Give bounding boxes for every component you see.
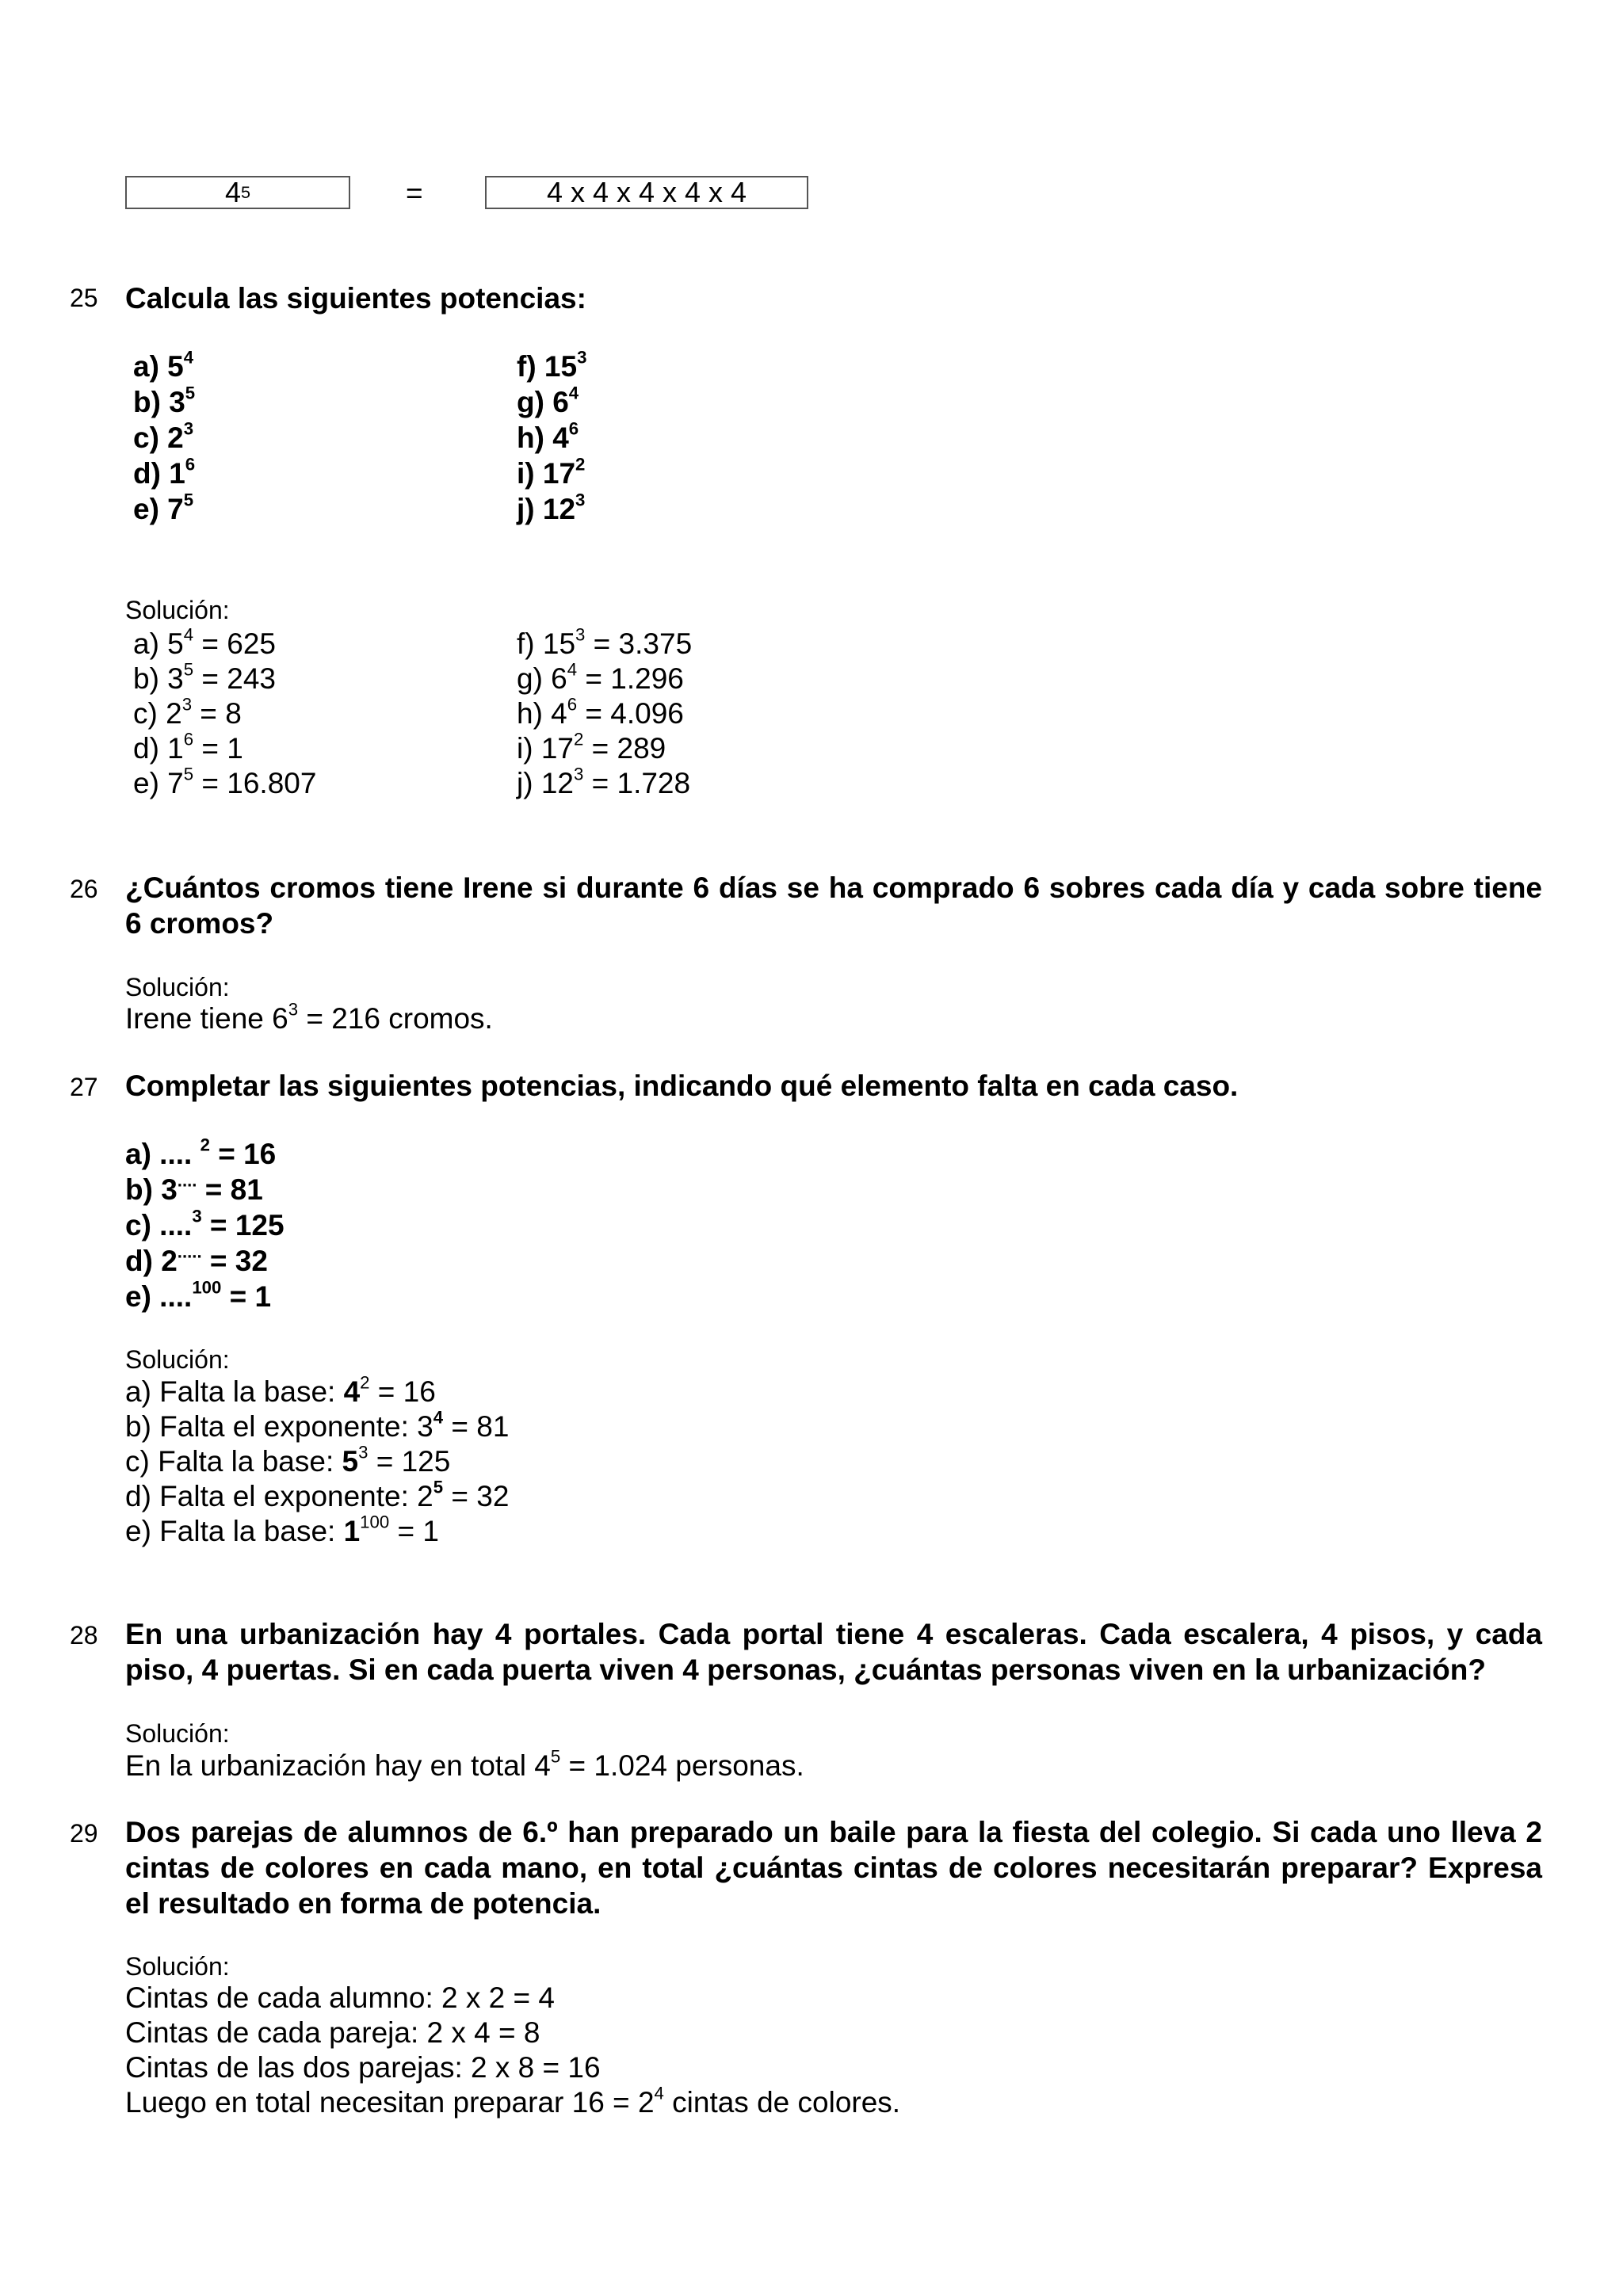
exercise-item: g) $6^4$: [517, 383, 579, 418]
exercise-item: e) $7^5$: [133, 490, 194, 525]
exercise-item: e) ....$^{100}$ = 1: [125, 1277, 272, 1313]
solution-item: b) Falta el exponente: $3^4 = 81$: [125, 1407, 510, 1443]
solution-item: c) $2^3 = 8$: [133, 694, 242, 730]
question-number: 25: [70, 284, 98, 312]
solution-item: c) Falta la base: $5^3 = 125$: [125, 1442, 451, 1478]
solution-line: Luego en total necesitan preparar $16 = 2^4$ cintas de colores.: [125, 2083, 901, 2119]
solution-list-left: [133, 624, 317, 801]
exercise-item: c) $2^3$: [133, 418, 194, 454]
question-number: 28: [70, 1621, 98, 1650]
equals-sign: =: [406, 177, 423, 209]
solution-item: i) $17^2 = 289$: [517, 729, 666, 765]
base: 4: [224, 176, 241, 208]
solution-item: a) Falta la base: $4^2 = 16$: [125, 1372, 436, 1408]
solution-label: Solución:: [125, 1952, 230, 1981]
exercise-item: b) $3^5$: [133, 383, 196, 418]
question-number: 27: [70, 1073, 98, 1101]
solution-label: Solución:: [125, 596, 230, 624]
solution-item: a) $5^4 = 625$: [133, 624, 277, 660]
exercise-item: f) $15^3$: [517, 347, 587, 383]
exercise-item: b) 3.... = 81: [125, 1170, 263, 1206]
exercise-item: h) $4^6$: [517, 418, 579, 454]
exercise-item: d) 2..... = 32: [125, 1241, 268, 1277]
question-title: ¿Cuántos cromos tiene Irene si durante 6 días se ha comprado 6 sobres cada día y cada sobre tiene 6 cromos?: [125, 871, 1542, 940]
question-title: Calcula las siguientes potencias:: [125, 282, 586, 315]
solution-line: Cintas de cada pareja: 2 x 4 = 8: [125, 2016, 540, 2049]
solution-text: En la urbanización hay en total $4^5 = 1.024$ personas.: [125, 1746, 804, 1782]
solution-item: f) $15^3 = 3.375$: [517, 624, 693, 660]
question-title: En una urbanización hay 4 portales. Cada portal tiene 4 escaleras. Cada escalera, 4 pisos, y cada piso, 4 puertas. Si en cada puerta viven 4 personas, ¿cuántas personas viven en la urbanización?: [125, 1618, 1542, 1686]
question-title: Dos parejas de alumnos de 6.º han preparado un baile para la fiesta del colegio. Si cada uno lleva 2 cintas de colores en cada mano, en total ¿cuántas cintas de colores necesitarán preparar? Expresa el resultado en forma de potencia.: [125, 1816, 1542, 1920]
exercise-list-right: [517, 349, 586, 527]
solution-item: g) $6^4 = 1.296$: [517, 659, 684, 695]
solution-label: Solución:: [125, 1345, 230, 1374]
solution-text: Irene tiene $6^3 = 216$ cromos.: [125, 999, 493, 1035]
solution-item: b) $3^5 = 243$: [133, 659, 277, 695]
exercise-item: d) $1^6$: [133, 454, 196, 490]
exercise-item: a) $5^4$: [133, 347, 194, 383]
question-number: 26: [70, 875, 98, 903]
question-number: 29: [70, 1819, 98, 1848]
exercise-item: c) ....$^3$ = 125: [125, 1206, 285, 1241]
solution-list-right: [517, 624, 693, 801]
exercise-item: j) $12^3$: [517, 490, 586, 525]
solution-list: [125, 1372, 510, 1549]
solution-label: Solución:: [125, 1719, 230, 1748]
exercise-list: [125, 1136, 285, 1314]
solution-item: d) $1^6 = 1$: [133, 729, 243, 765]
solution-label: Solución:: [125, 973, 230, 1001]
exercise-list-left: [133, 349, 195, 527]
solution-line: Cintas de cada alumno: 2 x 2 = 4: [125, 1981, 555, 2014]
solution-item: j) $12^3 = 1.728$: [517, 764, 691, 799]
question-title: Completar las siguientes potencias, indicando qué elemento falta en cada caso.: [125, 1070, 1239, 1102]
exercise-item: a) .... $^2$ = 16: [125, 1135, 277, 1170]
solution-item: d) Falta el exponente: $2^5 = 32$: [125, 1477, 510, 1512]
solution-item: e) Falta la base: $1^{100} = 1$: [125, 1512, 439, 1547]
solution-lines: [125, 1981, 900, 2120]
exercise-item: i) $17^2$: [517, 454, 586, 490]
product-box: 4 x 4 x 4 x 4 x 4: [485, 176, 808, 209]
solution-item: h) $4^6 = 4.096$: [517, 694, 684, 730]
solution-line: Cintas de las dos parejas: 2 x 8 = 16: [125, 2051, 601, 2084]
solution-item: e) $7^5 = 16.807$: [133, 764, 317, 799]
power-box: 4 5: [125, 176, 350, 209]
